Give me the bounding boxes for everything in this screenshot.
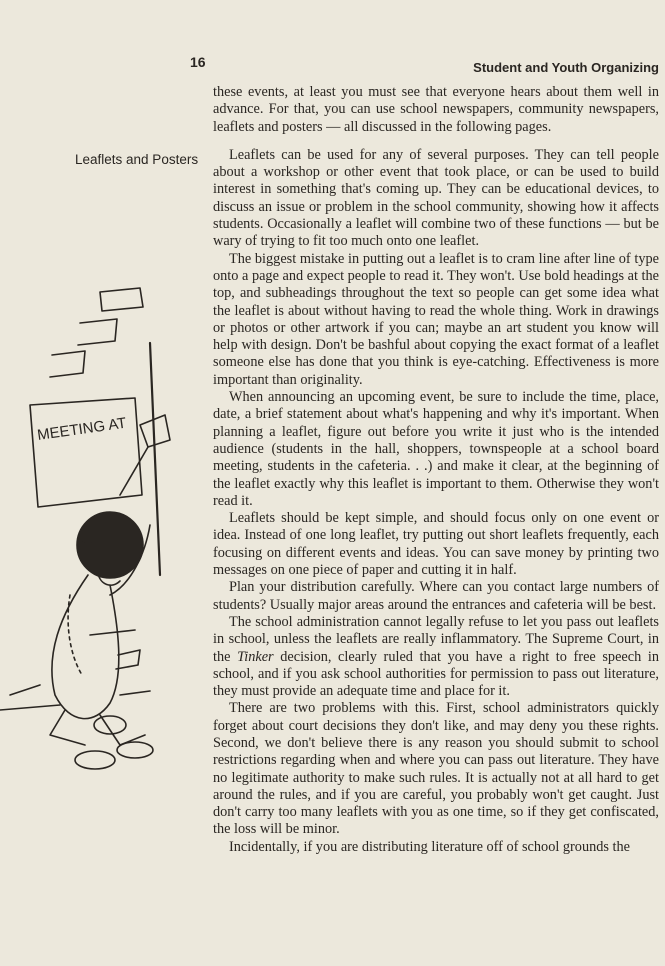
paragraph: The biggest mistake in putting out a leaflet is to cram line after line of type onto a page and expect people to read it. They won't. Use bold headings at the top, and subheadings throughout the text so people can get some idea what the leaflet is about without having to read the whole thing. Work in drawings or photos or other artwork if you can; maybe an art student you know will help with design. Don't be bashful about copying the exact format of a leaflet someone else has done that you think is eye-catching. Effectiveness is more important than originality. bbox=[213, 250, 659, 388]
running-head: Student and Youth Organizing bbox=[473, 60, 659, 75]
paragraph: When announcing an upcoming event, be sure to include the time, place, date, a brief statement about what's happening and why it's important. When planning a leaflet, figure out before you write it just who is the intended audience (students in the hall, shoppers, townspeople at a school board meeting, students in the cafeteria. . .) and make it clear, at the beginning of the leaflet exactly why this leaflet is important to them. Otherwise they won't read it. bbox=[213, 389, 659, 509]
paragraph: Leaflets can be used for any of several purposes. They can tell people about a workshop or other event that took place, or can be used to build interest in something that's coming up. They can be educational devices, to discuss an issue or problem in the school community, showing how it affects students. Occasionally a leaflet will combine two of these functions — but be wary of trying to fit too much onto one leaflet. bbox=[213, 146, 659, 250]
paragraph: Plan your distribution carefully. Where can you contact large numbers of students? Usually major areas around the entrances and cafeteria will be best. bbox=[213, 579, 659, 613]
page-number: 16 bbox=[190, 54, 206, 70]
paragraph: Incidentally, if you are distributing literature off of school grounds the bbox=[229, 838, 631, 855]
paragraph-tinker bbox=[213, 614, 659, 700]
text-span: decision, clearly ruled that you have a right to free speech in school, and if you ask school authorities for permission to pass out literature, they must provide an adequate time and place for it. bbox=[213, 648, 659, 700]
paragraph: these events, at least you must see that everyone hears about them well in advance. For that, you can use school newspapers, community newspapers, leaflets and posters — all discussed in the following pages. bbox=[213, 84, 659, 135]
section-heading: Leaflets and Posters bbox=[75, 152, 199, 167]
sign-text: MEETING AT bbox=[36, 414, 128, 444]
case-name: Tinker bbox=[237, 648, 274, 665]
paragraph: There are two problems with this. First, school administrators quickly forget about court decisions they don't like, and may deny you these rights. Second, we don't believe there is any reason you should submit to school restrictions regarding when and where you can pass out literature. They have no legitimate authority to make such rules. It is actually not at all hard to get around the rules, and if you are careful, you probably won't get caught. Just don't carry too many leaflets with you as one time, so if they get confiscated, the loss will be minor. bbox=[213, 700, 659, 838]
text-span: The school administration cannot legally refuse to let you pass out leaflets in school, unless the leaflets are really inflammatory. The Supreme Court, in the bbox=[213, 613, 659, 665]
paragraph: Leaflets should be kept simple, and should focus only on one event or idea. Instead of one long leaflet, try putting out short leaflets frequently, each focusing on different events and ideas. You can save money by printing two messages on one piece of paper and cutting it in half. bbox=[213, 510, 659, 579]
cartoon-illustration bbox=[0, 255, 215, 775]
article-body bbox=[213, 84, 659, 856]
